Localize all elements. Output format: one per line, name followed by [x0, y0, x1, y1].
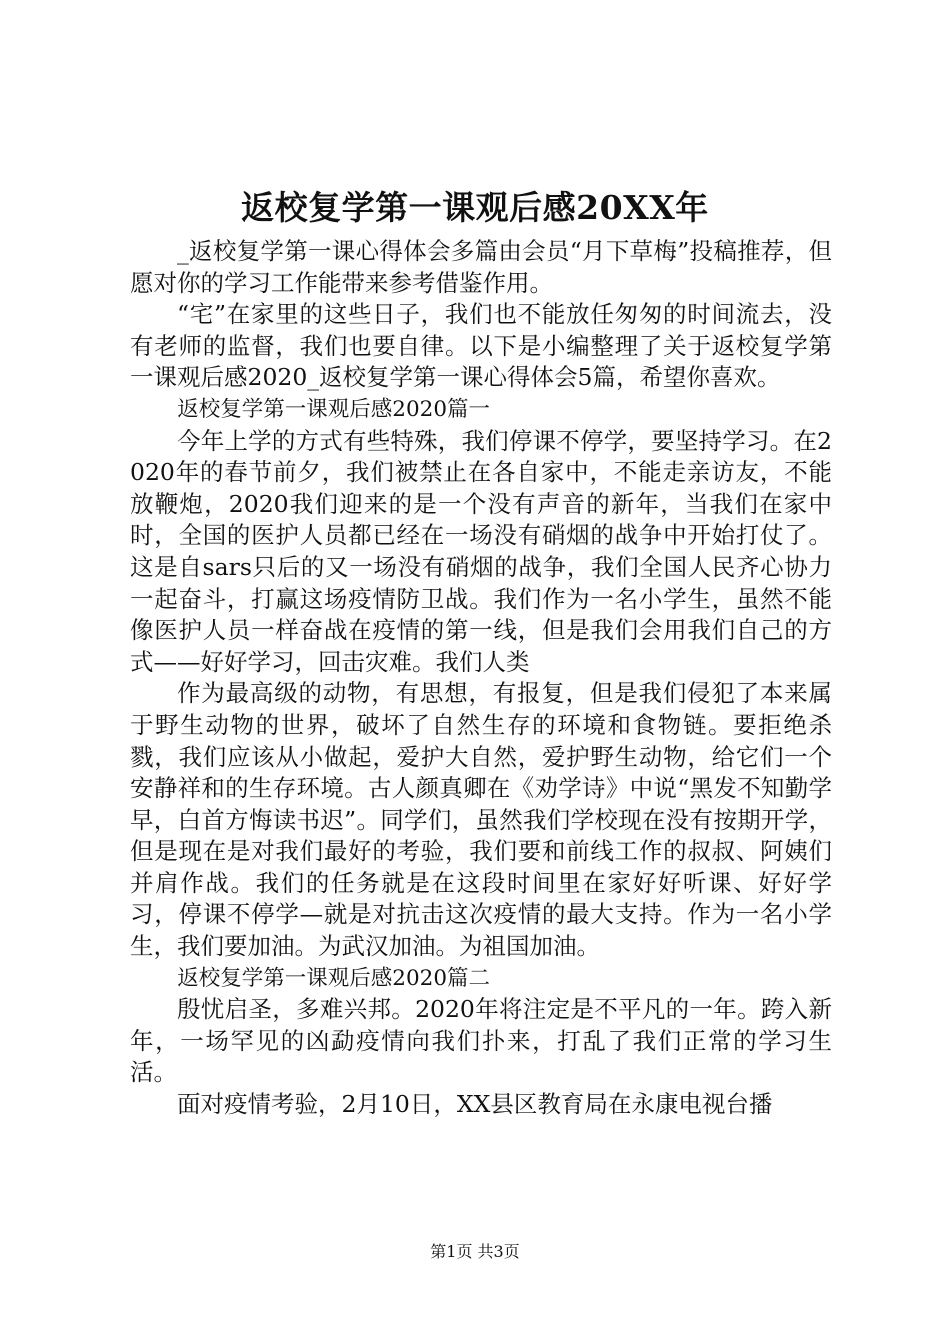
- paragraph-intro: _返校复学第一课心得体会多篇由会员“月下草梅”投稿推荐，但愿对你的学习工作能带来参考借鉴作用。: [130, 237, 832, 297]
- paragraph-preface: “宅”在家里的这些日子，我们也不能放任匆匆的时间流去，没有老师的监督，我们也要自律。以下是小编整理了关于返校复学第一课观后感2020_返校复学第一课心得体会5篇，希望你喜欢。: [130, 300, 832, 392]
- section-heading-2: 返校复学第一课观后感2020篇二: [177, 965, 491, 991]
- paragraph-section1-a: 今年上学的方式有些特殊，我们停课不停学，要坚持学习。在2020年的春节前夕，我们被禁止在各自家中，不能走亲访友，不能放鞭炮，2020我们迎来的是一个没有声音的新年，当我们在家中时，全国的医护人员都已经在一场没有硝烟的战争中开始打仗了。这是自sars只后的又一场没有硝烟的战争，我们全国人民齐心协力一起奋斗，打赢这场疫情防卫战。我们作为一名小学生，虽然不能像医护人员一样奋战在疫情的第一线，但是我们会用我们自己的方式——好好学习，回击灾难。我们人类: [130, 426, 832, 676]
- document-body: [130, 236, 832, 1121]
- page-footer: 第1页 共3页: [430, 1242, 520, 1261]
- paragraph-section2-a: 殷忧启圣，多难兴邦。2020年将注定是不平凡的一年。跨入新年，一场罕见的凶勐疫情向我们扑来，打乱了我们正常的学习生活。: [130, 995, 832, 1087]
- paragraph-section1-b: 作为最高级的动物，有思想，有报复，但是我们侵犯了本来属于野生动物的世界，破坏了自然生存的环境和食物链。要拒绝杀戮，我们应该从小做起，爱护大自然，爱护野生动物，给它们一个安静祥和的生存环境。古人颜真卿在《劝学诗》中说“黑发不知勤学早，白首方悔读书迟”。同学们，虽然我们学校现在没有按期开学，但是现在是对我们最好的考验，我们要和前线工作的叔叔、阿姨们并肩作战。我们的任务就是在这段时间里在家好好听课、好好学习，停课不停学—就是对抗击这次疫情的最大支持。作为一名小学生，我们要加油。为武汉加油。为祖国加油。: [130, 679, 832, 961]
- document-title: 返校复学第一课观后感20XX年: [241, 188, 709, 227]
- paragraph-section2-b: 面对疫情考验，2月10日，XX县区教育局在永康电视台播: [177, 1090, 773, 1119]
- section-heading-1: 返校复学第一课观后感2020篇一: [177, 396, 491, 422]
